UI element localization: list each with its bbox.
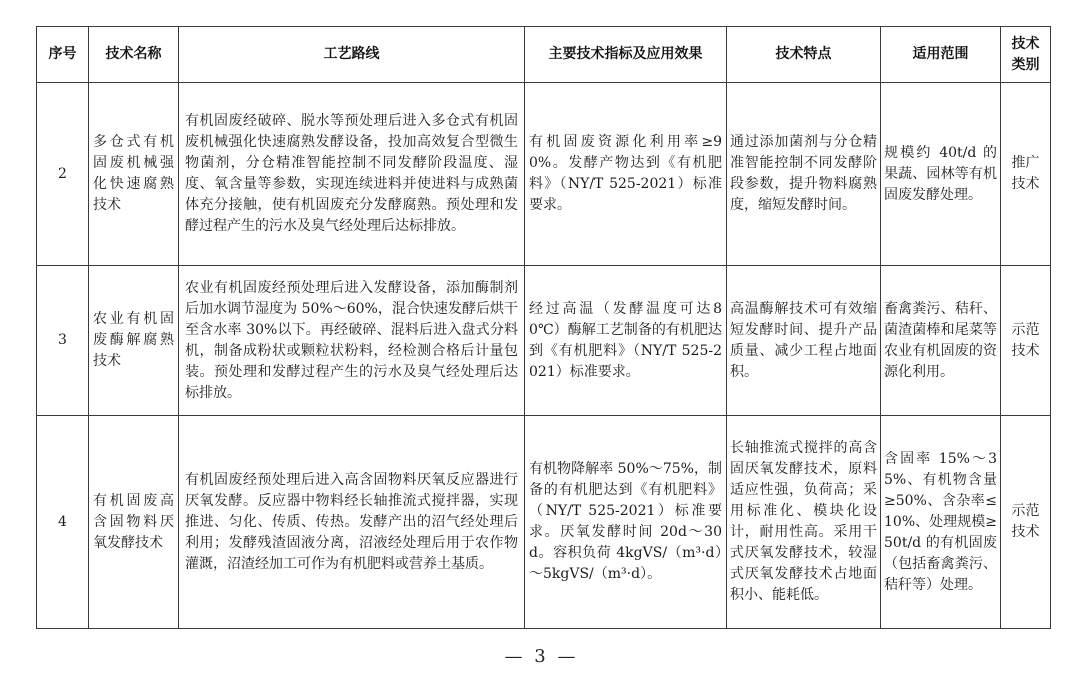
cell-scope: 规模约 40t/d 的果蔬、园林等有机固废发酵处理。: [881, 83, 1001, 266]
header-tech-name: 技术名称: [89, 27, 179, 83]
table-header-row: [37, 27, 1051, 83]
header-scope: 适用范围: [881, 27, 1001, 83]
cell-features: 长轴推流式搅拌的高含固厌氧发酵技术，原料适应性强，负荷高；采用标准化、模块化设计，耐用性高。采用干式厌氧发酵技术，较湿式厌氧发酵技术占地面积小、能耗低。: [727, 416, 881, 629]
cell-category: 示范技术: [1001, 266, 1051, 416]
header-category: 技术类别: [1001, 27, 1051, 83]
table-row: [37, 83, 1051, 266]
cell-scope: 畜禽粪污、秸秆、菌渣菌棒和尾菜等农业有机固废的资源化利用。: [881, 266, 1001, 416]
page-number: — 3 —: [504, 646, 576, 667]
cell-process-route: 有机固废经破碎、脱水等预处理后进入多仓式有机固废机械强化快速腐熟发酵设备，投加高效复合型微生物菌剂，分仓精准智能控制不同发酵阶段温度、湿度、氧含量等参数，实现连续进料并使进料与成熟菌体充分接触，使有机固废充分发酵腐熟。预处理和发酵过程产生的污水及臭气经处理后达标排放。: [179, 83, 525, 266]
cell-indicators: 经过高温（发酵温度可达80℃）酶解工艺制备的有机肥达到《有机肥料》（NY/T 525-2021）标准要求。: [525, 266, 727, 416]
cell-features: 高温酶解技术可有效缩短发酵时间、提升产品质量、减少工程占地面积。: [727, 266, 881, 416]
cell-process-route: 农业有机固废经预处理后进入发酵设备，添加酶制剂后加水调节湿度为 50%～60%，混合快速发酵后烘干至含水率 30%以下。再经破碎、混料后进入盘式分料机，制备成粉状或颗粒状粉料，经检测合格后计量包装。预处理和发酵过程产生的污水及臭气经处理后达标排放。: [179, 266, 525, 416]
cell-category: 推广技术: [1001, 83, 1051, 266]
header-features: 技术特点: [727, 27, 881, 83]
cell-indicators: 有机固废资源化利用率≥90%。发酵产物达到《有机肥料》（NY/T 525-2021）标准要求。: [525, 83, 727, 266]
cell-process-route: 有机固废经预处理后进入高含固物料厌氧反应器进行厌氧发酵。反应器中物料经长轴推流式搅拌器，实现推进、匀化、传质、传热。发酵产出的沼气经处理后利用；发酵残渣固液分离，沼液经处理后用于农作物灌溉，沼渣经加工可作为有机肥料或营养土基质。: [179, 416, 525, 629]
table-row: [37, 266, 1051, 416]
header-serial-number: 序号: [37, 27, 89, 83]
cell-tech-name: 有机固废高含固物料厌氧发酵技术: [89, 416, 179, 629]
cell-category: 示范技术: [1001, 416, 1051, 629]
cell-serial-number: 4: [37, 416, 89, 629]
header-indicators: 主要技术指标及应用效果: [525, 27, 727, 83]
technology-table: [36, 26, 1051, 629]
table-row: [37, 416, 1051, 629]
cell-serial-number: 3: [37, 266, 89, 416]
cell-features: 通过添加菌剂与分仓精准智能控制不同发酵阶段参数，提升物料腐熟度，缩短发酵时间。: [727, 83, 881, 266]
cell-serial-number: 2: [37, 83, 89, 266]
cell-tech-name: 多仓式有机固废机械强化快速腐熟技术: [89, 83, 179, 266]
header-process-route: 工艺路线: [179, 27, 525, 83]
cell-tech-name: 农业有机固废酶解腐熟技术: [89, 266, 179, 416]
cell-indicators: 有机物降解率 50%～75%，制备的有机肥达到《有机肥料》（NY/T 525-2021）标准要求。厌氧发酵时间 20d～30d。容积负荷 4kgVS/（m³·d）～5kgVS/（m³·d）。: [525, 416, 727, 629]
cell-scope: 含固率 15%～35%、有机物含量≥50%、含杂率≤10%、处理规模≥50t/d 的有机固废（包括畜禽粪污、秸秆等）处理。: [881, 416, 1001, 629]
